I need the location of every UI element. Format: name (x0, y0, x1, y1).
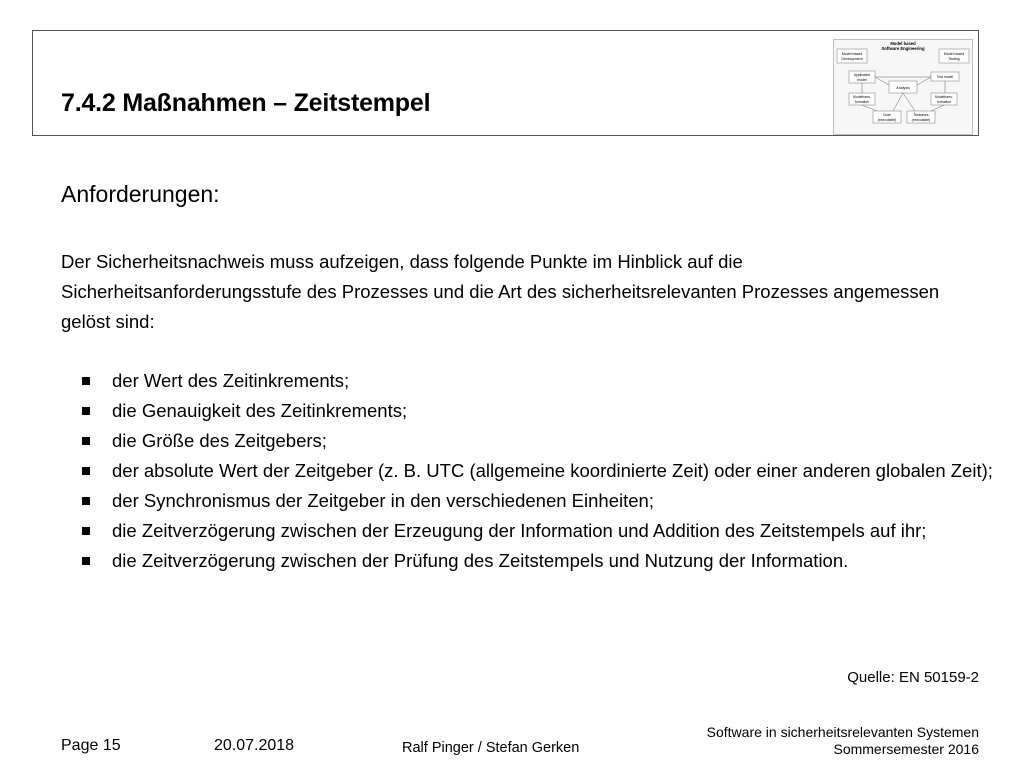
footer-semester: Sommersemester 2016 (833, 741, 979, 757)
footer-date: 20.07.2018 (214, 737, 295, 754)
diagram-title-1: Model based (890, 41, 916, 46)
diagram-mt-right-1: Modeltrans- (935, 95, 953, 99)
list-item (78, 516, 998, 546)
diagram-app-2: model (857, 78, 867, 82)
list-item (78, 396, 998, 426)
footer-page-number: Page 15 (61, 737, 121, 754)
list-item-text: der Wert des Zeitinkrements; (112, 370, 350, 391)
intro-paragraph: Der Sicherheitsnachweis muss aufzeigen, dass folgende Punkte im Hinblick auf die Sicherheitsanforderungsstufe des Prozesses und die Art des sicherheitsrelevanten Prozesses angemessen gelöst sind: (61, 251, 940, 332)
diagram-mbt-2: Testing (948, 57, 960, 61)
bullet-square-icon (82, 437, 90, 445)
bullet-square-icon (82, 377, 90, 385)
list-item-text: der Synchronismus der Zeitgeber in den verschiedenen Einheiten; (112, 490, 654, 511)
list-item (78, 366, 998, 396)
diagram-code-1: Code (882, 113, 892, 117)
diagram-code-2: (executable) (877, 118, 897, 122)
footer-course (707, 724, 979, 758)
footer-course-title: Software in sicherheitsrelevanten Systemen (706, 724, 979, 740)
list-item (78, 546, 998, 576)
bullet-square-icon (82, 407, 90, 415)
source-citation: Quelle: EN 50159-2 (847, 669, 979, 686)
list-item-text: die Zeitverzögerung zwischen der Prüfung des Zeitstempels und Nutzung der Information. (112, 550, 849, 571)
list-item (78, 486, 998, 516)
diagram-analysis: Analysis (896, 86, 910, 90)
bullet-square-icon (82, 497, 90, 505)
bullet-square-icon (82, 467, 90, 475)
diagram-mbt-1: Model based (943, 52, 965, 56)
list-item-text: die Genauigkeit des Zeitinkrements; (112, 400, 408, 421)
list-item-text: der absolute Wert der Zeitgeber (z. B. UTC (allgemeine koordinierte Zeit) oder einer anderen globalen Zeit); (112, 460, 993, 481)
slide-title: 7.4.2 Maßnahmen – Zeitstempel (61, 89, 431, 117)
diagram-mt-left-2: formation (854, 100, 870, 104)
bullet-square-icon (82, 527, 90, 535)
diagram-mt-left-1: Modeltrans- (853, 95, 871, 99)
diagram-mbd-1: Model based (841, 52, 863, 56)
diagram-test-model: Test model (936, 75, 954, 79)
footer-authors: Ralf Pinger / Stefan Gerken (402, 740, 580, 756)
diagram-title-2: Software Engineering (881, 46, 925, 51)
header-box (32, 30, 979, 136)
diagram-mt-right-2: formation (936, 100, 952, 104)
section-subheading: Anforderungen: (61, 181, 220, 207)
list-item (78, 426, 998, 456)
diagram-tc-1: Testcases (913, 113, 929, 117)
diagram-tc-2: (executable) (911, 118, 931, 122)
mbse-diagram (833, 39, 973, 135)
diagram-mbd-2: Development (841, 57, 863, 61)
diagram-app-1: Application (853, 73, 871, 77)
list-item-text: die Zeitverzögerung zwischen der Erzeugung der Information und Addition des Zeitstempels auf ihr; (112, 520, 927, 541)
list-item (78, 456, 998, 486)
list-item-text: die Größe des Zeitgebers; (112, 430, 327, 451)
requirements-list (78, 366, 998, 576)
bullet-square-icon (82, 557, 90, 565)
